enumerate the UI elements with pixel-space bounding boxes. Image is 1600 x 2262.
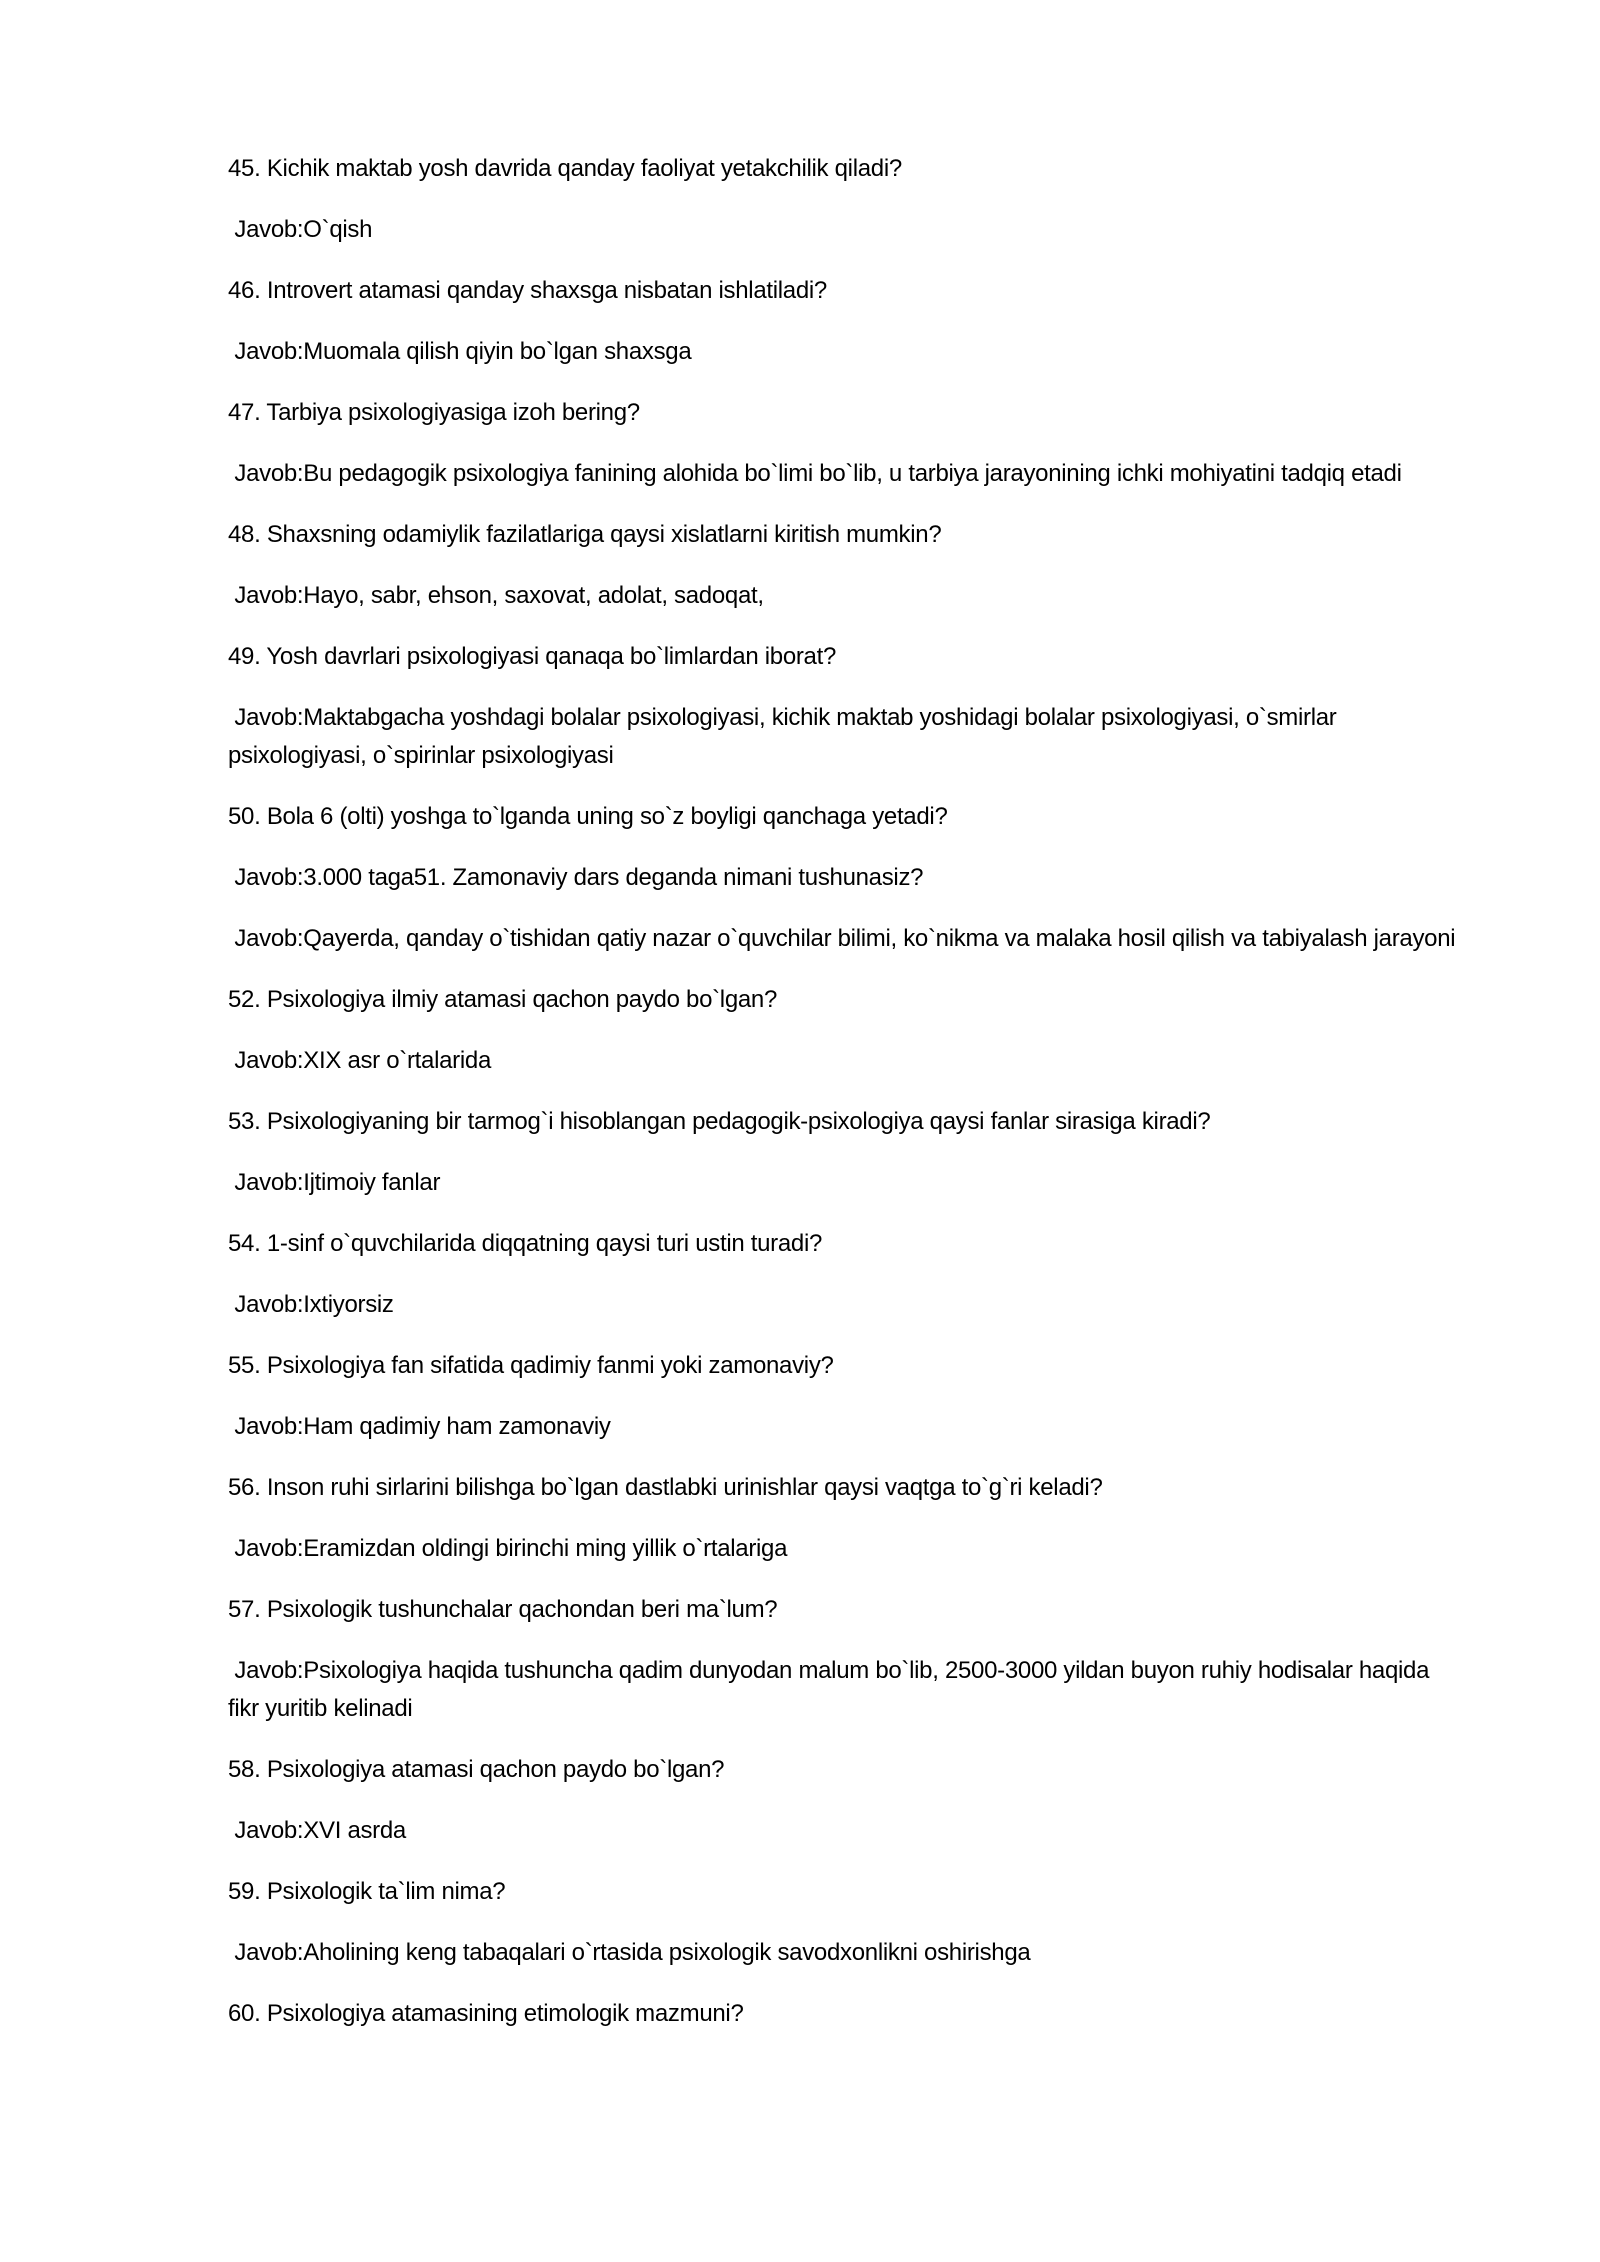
question-54-paragraph: 54. 1-sinf o`quvchilarida diqqatning qaysi turi ustin turadi? [228,1230,823,1257]
question-56-paragraph: 56. Inson ruhi sirlarini bilishga bo`lgan dastlabki urinishlar qaysi vaqtga to`g`ri keladi? [228,1474,1103,1501]
answer-59-paragraph: Javob:Aholining keng tabaqalari o`rtasida psixologik savodxonlikni oshirishga [228,1939,1031,1966]
answer-46-paragraph: Javob:Muomala qilish qiyin bo`lgan shaxsga [228,338,692,365]
question-59-paragraph: 59. Psixologik ta`lim nima? [228,1878,506,1905]
question-50-paragraph: 50. Bola 6 (olti) yoshga to`lganda uning so`z boyligi qanchaga yetadi? [228,803,948,830]
answer-47-paragraph: Javob:Bu pedagogik psixologiya fanining alohida bo`limi bo`lib, u tarbiya jarayonining ichki mohiyatini tadqiq etadi [228,460,1402,487]
answer-49-paragraph: Javob:Maktabgacha yoshdagi bolalar psixologiyasi, kichik maktab yoshidagi bolalar psixologiyasi, o`smirlar psixologiyasi, o`spirinlar psixologiyasi [228,704,1343,769]
answer-54-paragraph: Javob:Ixtiyorsiz [228,1291,394,1318]
answer-50-question-51-paragraph: Javob:3.000 taga51. Zamonaviy dars deganda nimani tushunasiz? [228,864,924,891]
answer-52-paragraph: Javob:XIX asr o`rtalarida [228,1047,491,1074]
question-47-paragraph: 47. Tarbiya psixologiyasiga izoh bering? [228,399,640,426]
answer-48-paragraph: Javob:Hayo, sabr, ehson, saxovat, adolat, sadoqat, [228,582,764,609]
question-53-paragraph: 53. Psixologiyaning bir tarmog`i hisoblangan pedagogik-psixologiya qaysi fanlar sirasiga kiradi? [228,1108,1211,1135]
question-45-paragraph: 45. Kichik maktab yosh davrida qanday faoliyat yetakchilik qiladi? [228,155,902,182]
question-58-paragraph: 58. Psixologiya atamasi qachon paydo bo`lgan? [228,1756,725,1783]
answer-45-paragraph: Javob:O`qish [228,216,373,243]
question-55-paragraph: 55. Psixologiya fan sifatida qadimiy fanmi yoki zamonaviy? [228,1352,834,1379]
answer-55-paragraph: Javob:Ham qadimiy ham zamonaviy [228,1413,611,1440]
answer-57-paragraph: Javob:Psixologiya haqida tushuncha qadim dunyodan malum bo`lib, 2500-3000 yildan buyon ruhiy hodisalar haqida fikr yuritib kelinadi [228,1657,1436,1722]
question-48-paragraph: 48. Shaxsning odamiylik fazilatlariga qaysi xislatlarni kiritish mumkin? [228,521,942,548]
question-60-paragraph: 60. Psixologiya atamasining etimologik mazmuni? [228,2000,744,2027]
question-46-paragraph: 46. Introvert atamasi qanday shaxsga nisbatan ishlatiladi? [228,277,827,304]
question-49-paragraph: 49. Yosh davrlari psixologiyasi qanaqa bo`limlardan iborat? [228,643,837,670]
question-57-paragraph: 57. Psixologik tushunchalar qachondan beri ma`lum? [228,1596,778,1623]
answer-56-paragraph: Javob:Eramizdan oldingi birinchi ming yillik o`rtalariga [228,1535,788,1562]
question-52-paragraph: 52. Psixologiya ilmiy atamasi qachon paydo bo`lgan? [228,986,778,1013]
answer-51-paragraph: Javob:Qayerda, qanday o`tishidan qatiy nazar o`quvchilar bilimi, ko`nikma va malaka hosil qilish va tabiyalash jarayoni [228,925,1456,952]
answer-53-paragraph: Javob:Ijtimoiy fanlar [228,1169,441,1196]
answer-58-paragraph: Javob:XVI asrda [228,1817,406,1844]
